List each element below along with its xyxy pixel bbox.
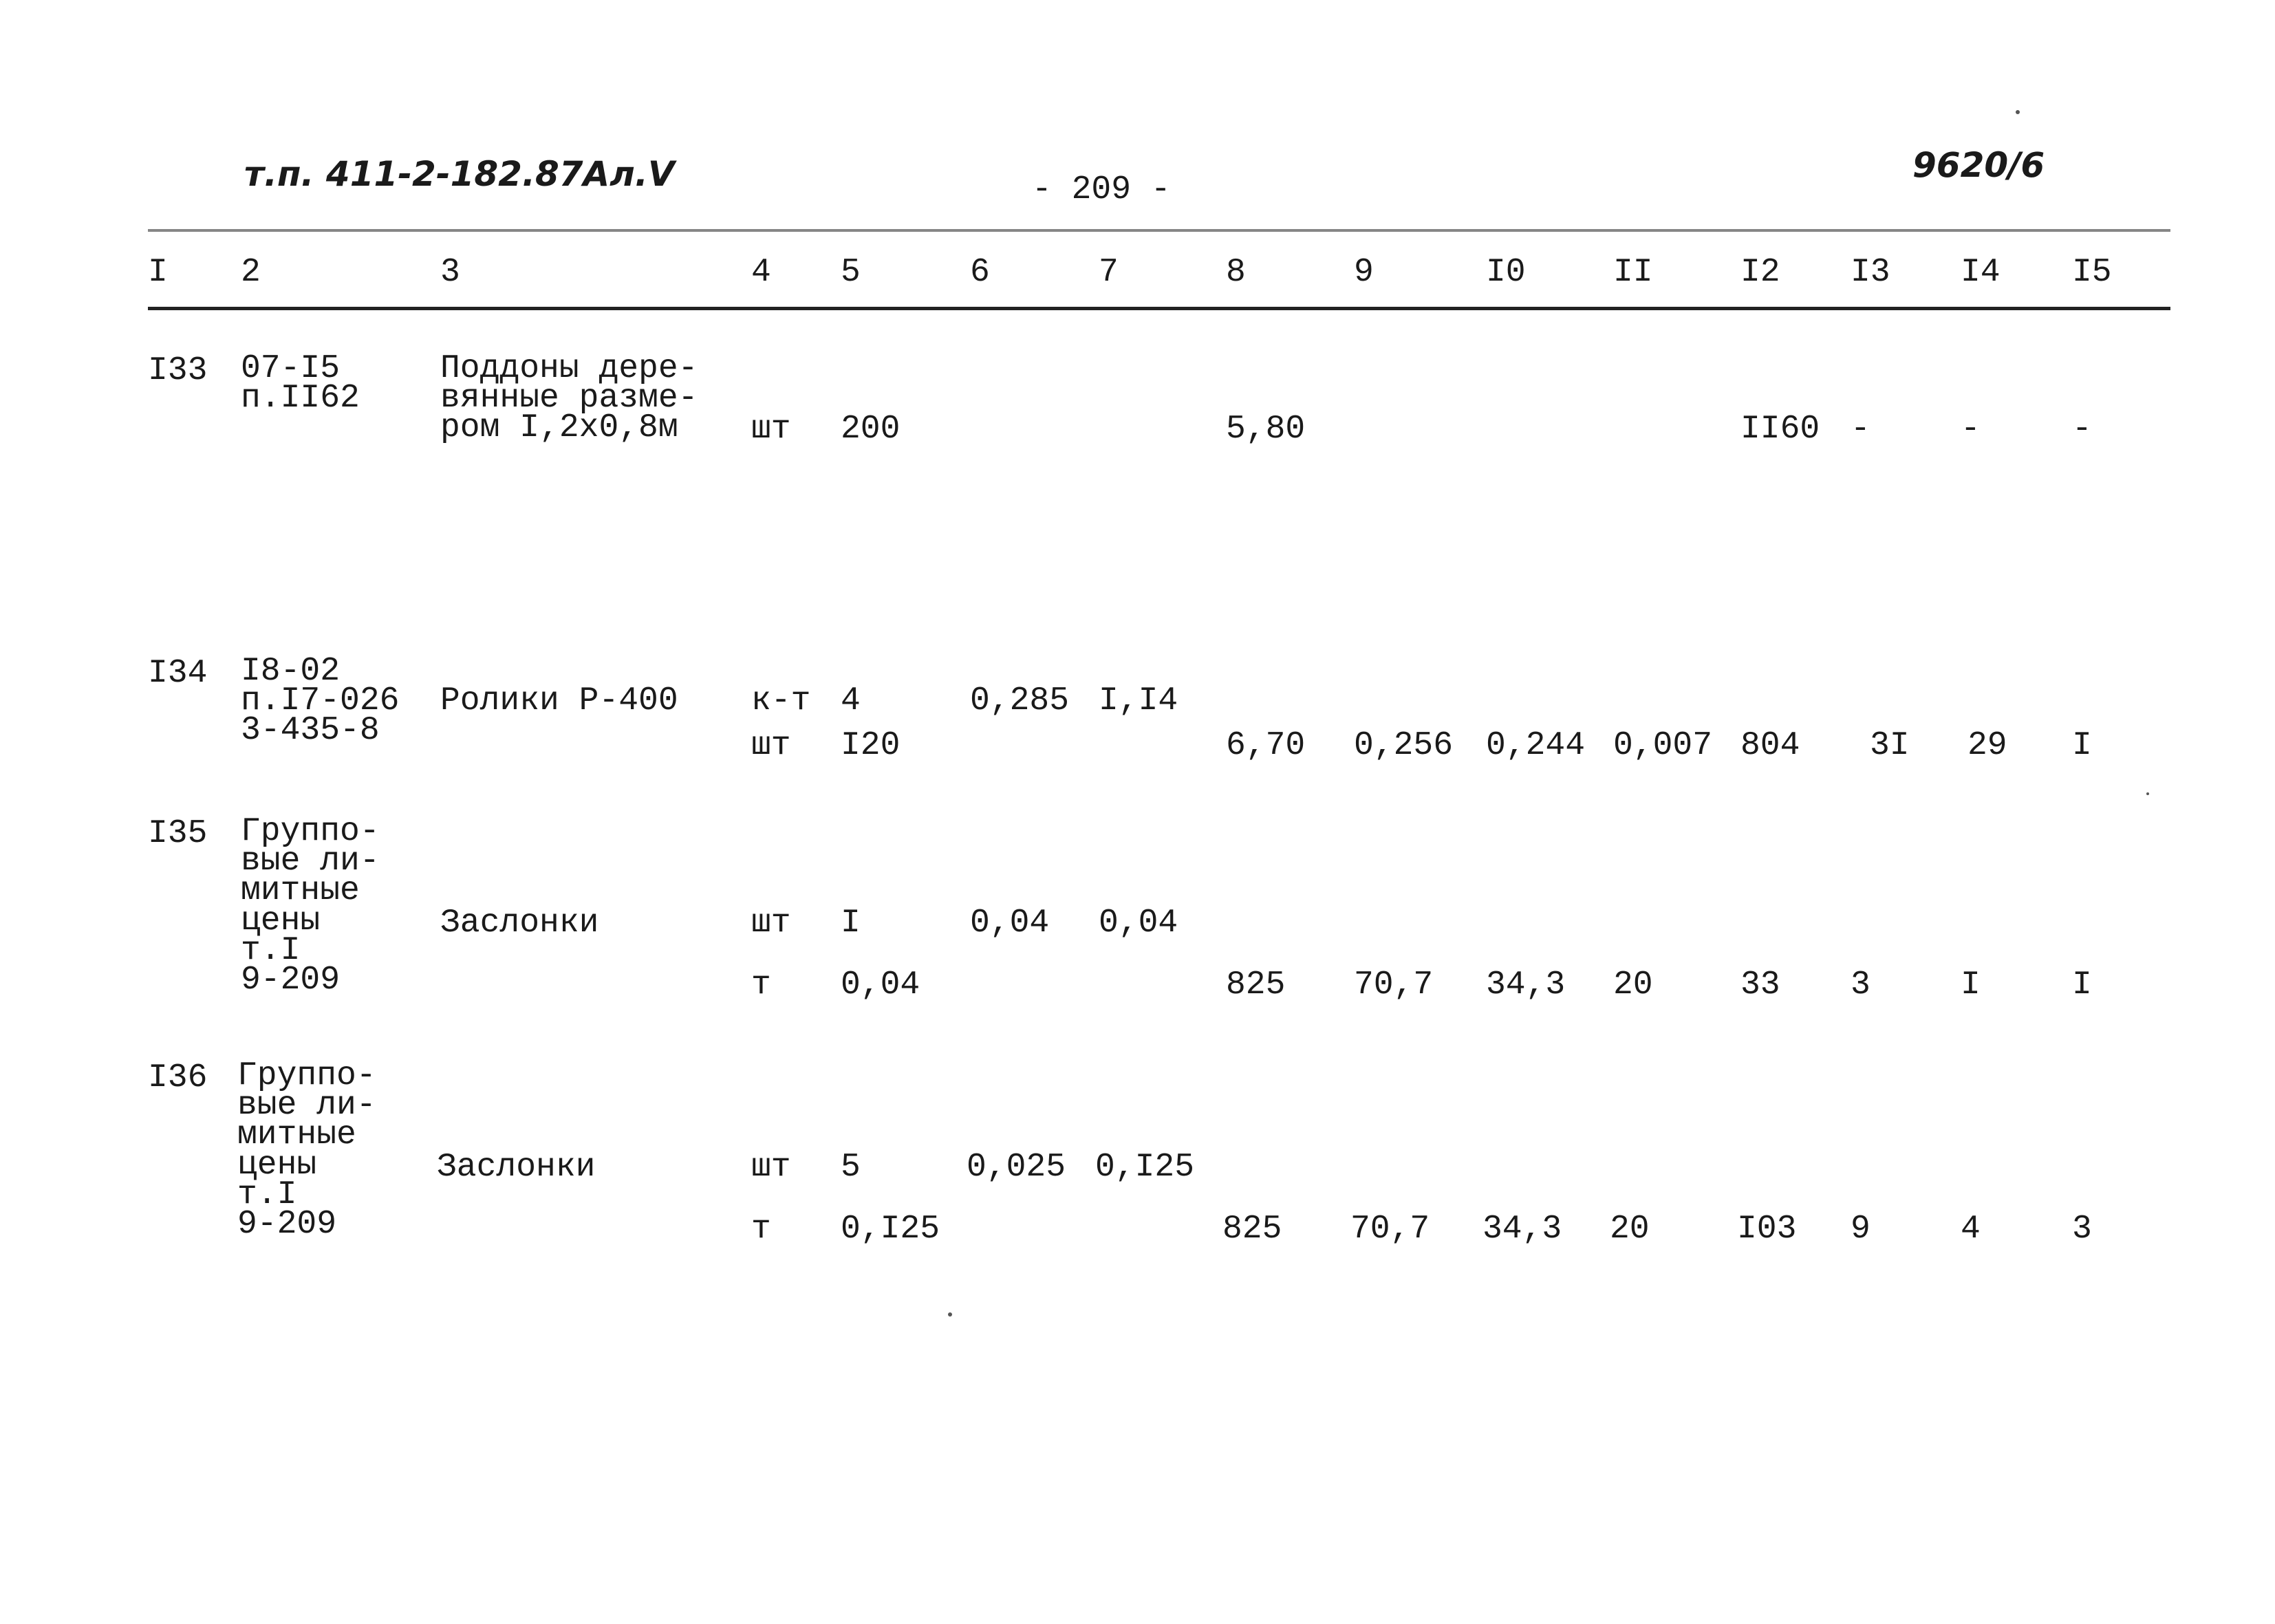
column-header-2: 2	[241, 254, 261, 291]
cell-col-11: 20	[1610, 1211, 1650, 1248]
cell-col-5: 5	[841, 1149, 861, 1186]
unit: шт	[751, 727, 791, 764]
cell-col-7: I,I4	[1099, 682, 1178, 719]
cell-col-8: 825	[1226, 966, 1286, 1004]
row-number: I35	[148, 815, 208, 852]
column-header-5: 5	[841, 254, 861, 291]
cell-col-8: 825	[1222, 1211, 1282, 1248]
row-number: I36	[148, 1059, 208, 1096]
cell-col-12: I03	[1737, 1211, 1797, 1248]
cell-col-9: 0,256	[1354, 727, 1454, 764]
column-header-12: I2	[1740, 254, 1780, 291]
column-header-3: 3	[440, 254, 460, 291]
cell-col-13: 3I	[1870, 727, 1910, 764]
cell-col-12: 804	[1740, 727, 1800, 764]
cell-col-5: 0,04	[841, 966, 920, 1004]
column-header-14: I4	[1961, 254, 2001, 291]
header-rule	[148, 307, 2170, 310]
cell-col-14: 4	[1961, 1211, 1981, 1248]
cell-col-7: 0,I25	[1095, 1149, 1195, 1186]
page-number: - 209 -	[1032, 171, 1171, 208]
row-number: I33	[148, 352, 208, 389]
cell-col-11: 20	[1613, 966, 1653, 1004]
unit: шт	[751, 1149, 791, 1186]
cell-col-5: 200	[841, 411, 901, 448]
item-name: Ролики Р-400	[440, 682, 678, 719]
price-code: I8-02 п.I7-026 3-435-8	[241, 653, 400, 750]
cell-col-12: II60	[1740, 411, 1820, 448]
cell-col-14: 29	[1967, 727, 2007, 764]
cell-col-8: 5,80	[1226, 411, 1306, 448]
scan-speck	[2146, 792, 2149, 795]
cell-col-14: I	[1961, 966, 1981, 1004]
cell-col-8: 6,70	[1226, 727, 1306, 764]
column-header-1: I	[148, 254, 168, 291]
cell-col-11: 0,007	[1613, 727, 1713, 764]
cell-col-10: 34,3	[1486, 966, 1566, 1004]
cell-col-15: -	[2072, 411, 2092, 448]
column-header-7: 7	[1099, 254, 1119, 291]
cell-col-5: I	[841, 905, 861, 942]
column-header-10: I0	[1486, 254, 1526, 291]
cell-col-6: 0,025	[967, 1149, 1066, 1186]
scan-speck	[2016, 110, 2020, 114]
cell-col-10: 34,3	[1482, 1211, 1562, 1248]
column-header-6: 6	[970, 254, 990, 291]
doc-reference: т.п. 411-2-182.87Ал.V	[244, 154, 675, 194]
price-code: 07-I5 п.II62	[241, 350, 360, 418]
column-header-11: II	[1613, 254, 1653, 291]
cell-col-15: 3	[2072, 1211, 2092, 1248]
cell-col-6: 0,04	[970, 905, 1050, 942]
cell-col-15: I	[2072, 966, 2092, 1004]
cell-col-13: 3	[1851, 966, 1870, 1004]
cell-col-13: 9	[1851, 1211, 1870, 1248]
unit: шт	[751, 905, 791, 942]
cell-col-6: 0,285	[970, 682, 1070, 719]
price-code: Группо- вые ли- митные цены т.I 9-209	[241, 813, 380, 999]
row-number: I34	[148, 655, 208, 692]
cell-col-5: I20	[841, 727, 901, 764]
archive-number: 9620/6	[1912, 145, 2045, 185]
cell-col-13: -	[1851, 411, 1870, 448]
cell-col-14: -	[1961, 411, 1981, 448]
cell-col-9: 70,7	[1350, 1211, 1430, 1248]
column-header-9: 9	[1354, 254, 1374, 291]
cell-col-7: 0,04	[1099, 905, 1178, 942]
unit: т	[751, 966, 771, 1004]
item-name: Поддоны дере- вянные разме- ром I,2х0,8м	[440, 350, 698, 447]
unit: шт	[751, 411, 791, 448]
unit: к-т	[751, 682, 811, 719]
item-name: Заслонки	[440, 905, 599, 942]
unit: т	[751, 1211, 771, 1248]
cell-col-5: 0,I25	[841, 1211, 940, 1248]
column-header-15: I5	[2072, 254, 2112, 291]
scan-speck	[948, 1312, 952, 1317]
top-rule	[148, 229, 2170, 232]
cell-col-10: 0,244	[1486, 727, 1586, 764]
column-header-4: 4	[751, 254, 771, 291]
item-name: Заслонки	[437, 1149, 596, 1186]
column-header-13: I3	[1851, 254, 1890, 291]
cell-col-15: I	[2072, 727, 2092, 764]
cell-col-5: 4	[841, 682, 861, 719]
price-code: Группо- вые ли- митные цены т.I 9-209	[237, 1057, 376, 1243]
cell-col-9: 70,7	[1354, 966, 1434, 1004]
cell-col-12: 33	[1740, 966, 1780, 1004]
column-header-8: 8	[1226, 254, 1246, 291]
